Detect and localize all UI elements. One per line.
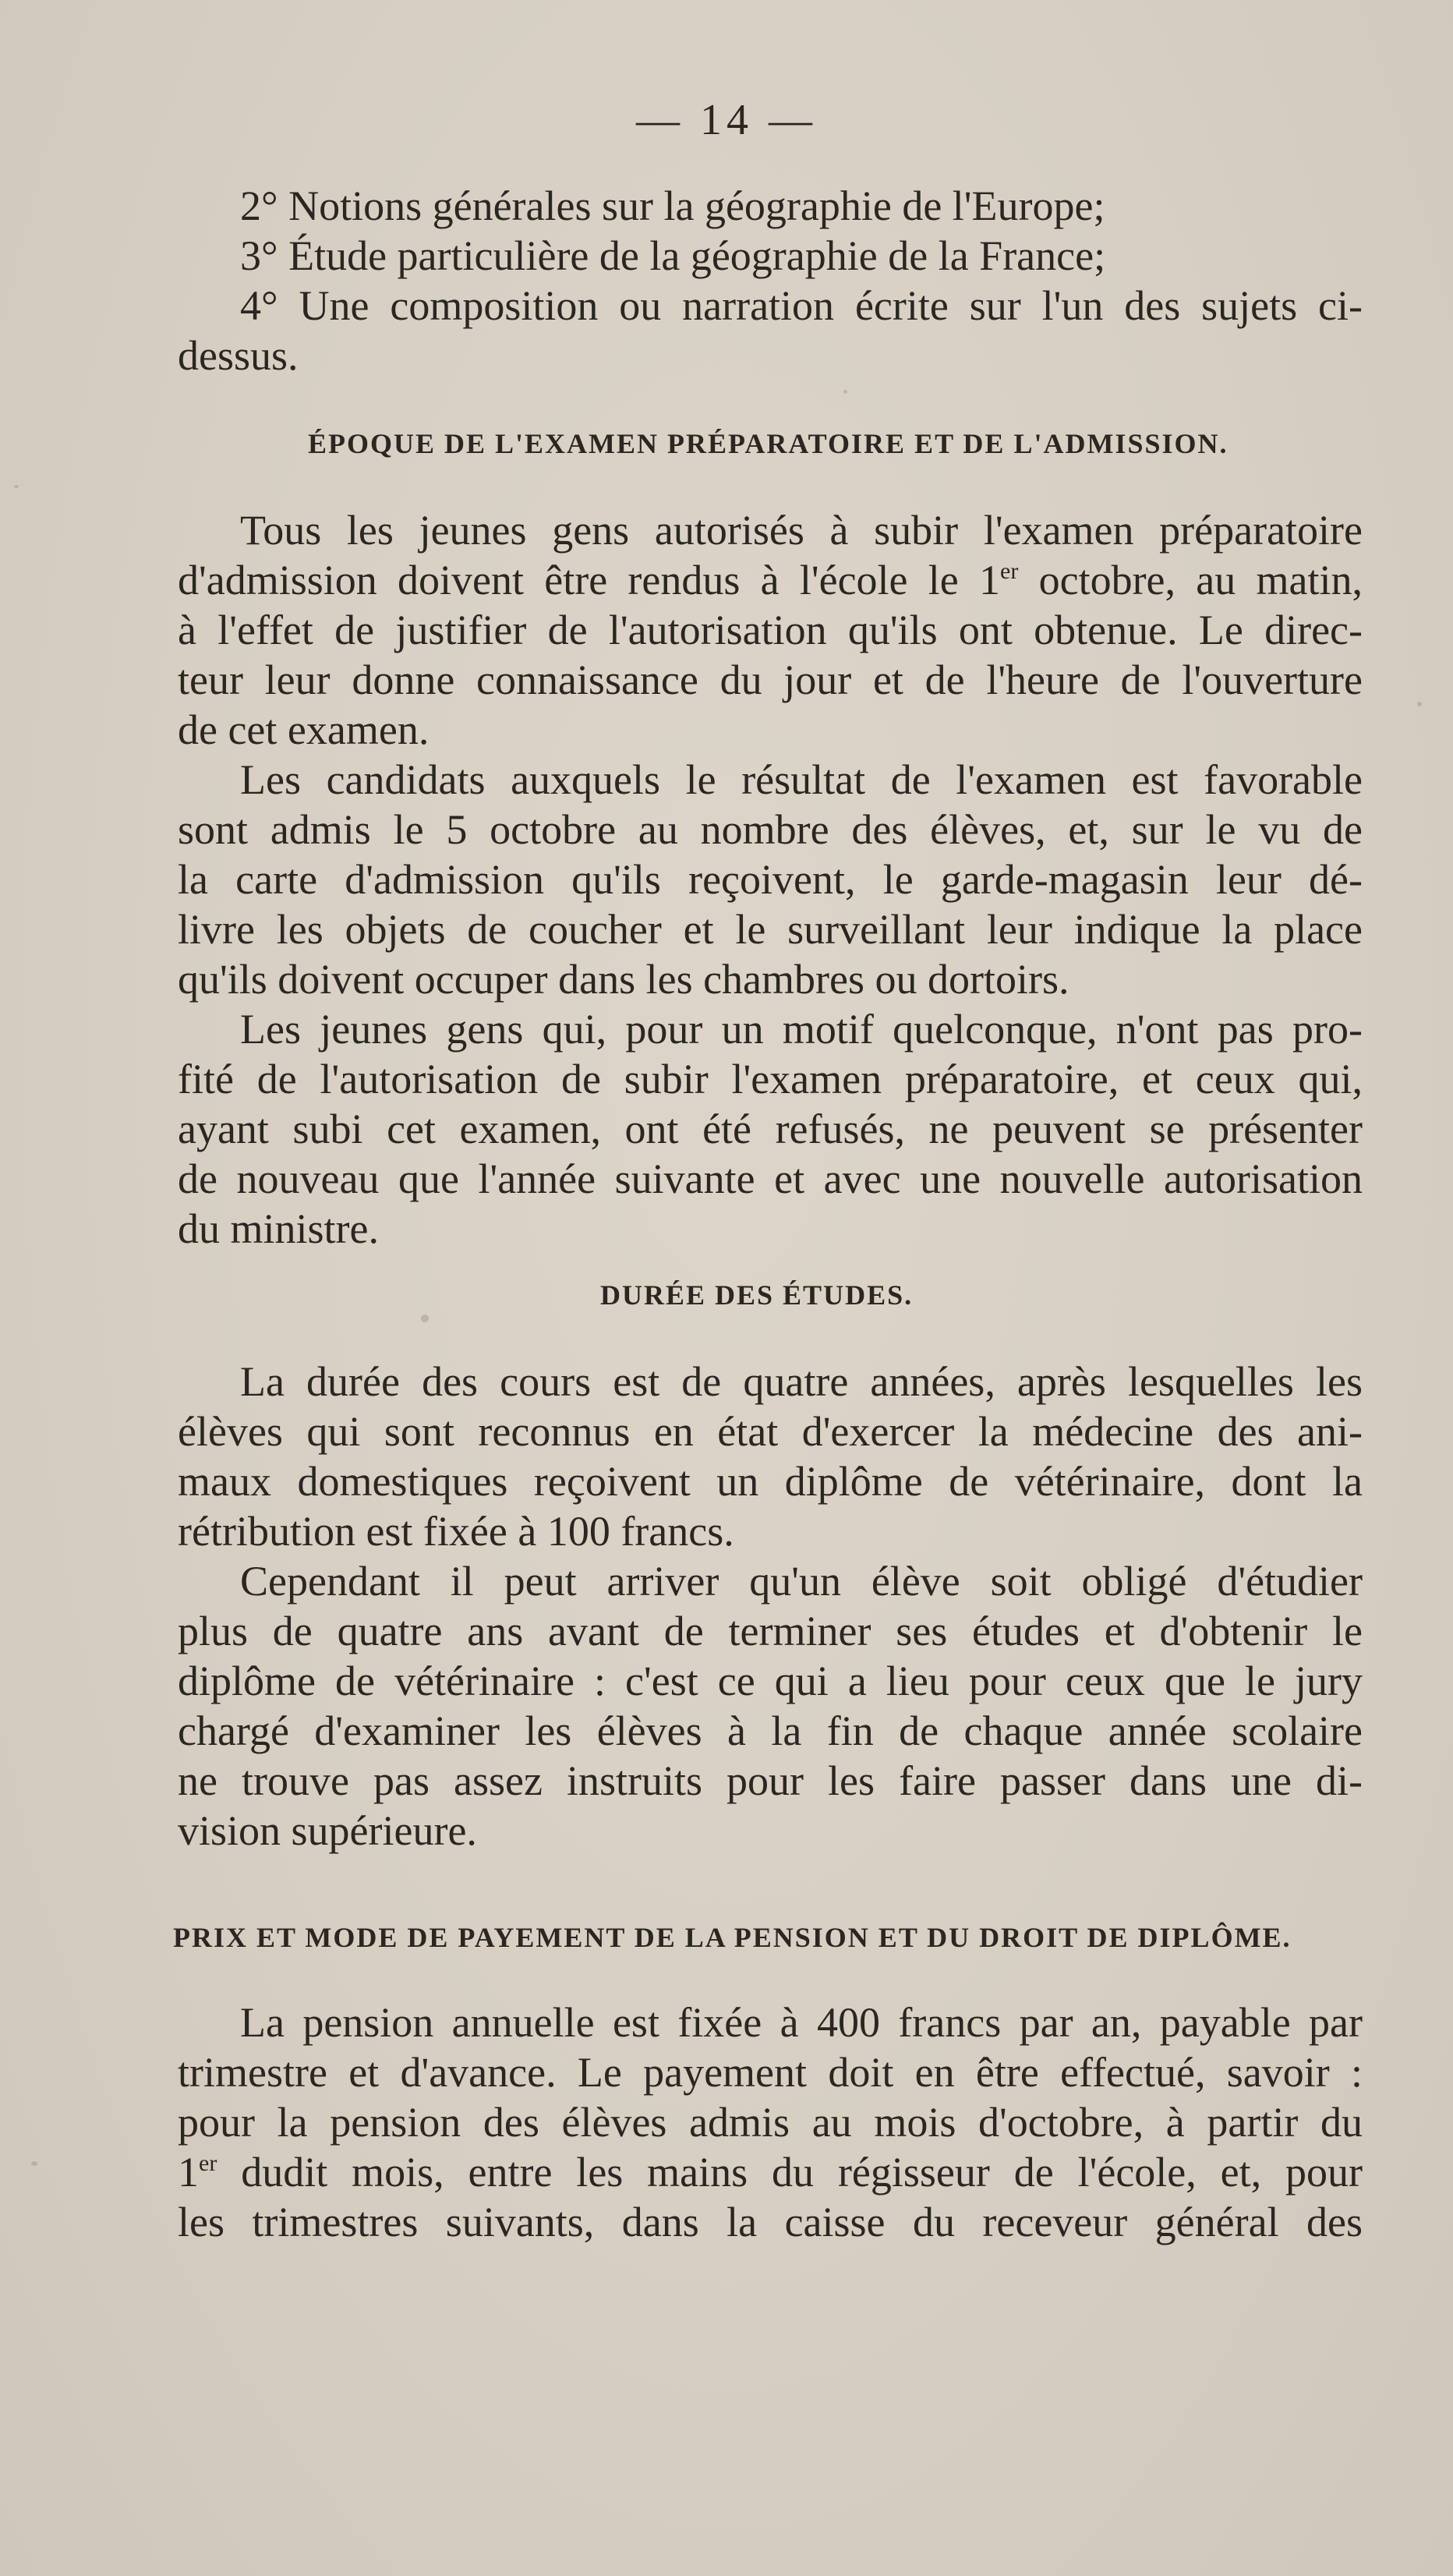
paper-speck [1417,702,1422,706]
paragraph-line: chargé d'examiner les élèves à la fin de chaque année scolaire [178,1707,1363,1754]
list-item: 4° Une composition ou narration écrite sur l'un des sujets ci- [240,282,1363,329]
paragraph-line: teur leur donne connaissance du jour et de l'heure de l'ouverture [178,656,1363,703]
section-heading-duration: DURÉE DES ÉTUDES. [600,1279,914,1311]
paragraph-line: élèves qui sont reconnus en état d'exercer la médecine des ani- [178,1408,1363,1455]
paragraph-line: vision supérieure. [178,1807,477,1854]
paper-speck [14,485,19,488]
paragraph-line: qu'ils doivent occuper dans les chambres ou dortoirs. [178,956,1069,1003]
paragraph-line: maux domestiques reçoivent un diplôme de vétérinaire, dont la [178,1458,1363,1505]
paragraph-line: du ministre. [178,1205,379,1252]
paragraph-line: à l'effet de justifier de l'autorisation qu'ils ont obtenue. Le direc- [178,607,1363,653]
paragraph-line: d'admission doivent être rendus à l'école le 1er octobre, au matin, [178,557,1363,603]
paragraph-line: La pension annuelle est fixée à 400 francs par an, payable par [240,1999,1363,2046]
paragraph-line: La durée des cours est de quatre années, après lesquelles les [240,1358,1363,1405]
list-item: 3° Étude particulière de la géographie de la France; [240,232,1106,279]
list-item: dessus. [178,332,299,379]
paragraph-line: Les candidats auxquels le résultat de l'examen est favorable [240,756,1363,803]
paper-speck [31,2161,37,2166]
list-item: 2° Notions générales sur la géographie de l'Europe; [240,182,1105,229]
section-heading-admission: ÉPOQUE DE L'EXAMEN PRÉPARATOIRE ET DE L'ADMISSION. [308,428,1229,459]
paragraph-line: trimestre et d'avance. Le payement doit en être effectué, savoir : [178,2049,1363,2096]
paragraph-line: sont admis le 5 octobre au nombre des élèves, et, sur le vu de [178,806,1363,853]
paragraph-line: de nouveau que l'année suivante et avec une nouvelle autorisation [178,1155,1363,1202]
paragraph-line: pour la pension des élèves admis au mois d'octobre, à partir du [178,2099,1363,2146]
paragraph-line: 1er dudit mois, entre les mains du régisseur de l'école, et, pour [178,2149,1363,2196]
paragraph-line: Cependant il peut arriver qu'un élève soit obligé d'étudier [240,1558,1363,1605]
section-heading-payment: PRIX ET MODE DE PAYEMENT DE LA PENSION ET DU DROIT DE DIPLÔME. [173,1922,1292,1953]
page-number: — 14 — [636,96,817,144]
paragraph-line: rétribution est fixée à 100 francs. [178,1508,734,1555]
paragraph-line: plus de quatre ans avant de terminer ses études et d'obtenir le [178,1608,1363,1654]
paragraph-line: Les jeunes gens qui, pour un motif quelconque, n'ont pas pro- [240,1006,1363,1053]
paragraph-line: Tous les jeunes gens autorisés à subir l'examen préparatoire [240,507,1363,554]
paragraph-line: ayant subi cet examen, ont été refusés, ne peuvent se présenter [178,1106,1363,1152]
paragraph-line: la carte d'admission qu'ils reçoivent, le garde-magasin leur dé- [178,856,1363,903]
paragraph-line: ne trouve pas assez instruits pour les faire passer dans une di- [178,1757,1363,1804]
paper-speck [843,390,847,394]
paragraph-line: les trimestres suivants, dans la caisse du receveur général des [178,2199,1363,2245]
paragraph-line: livre les objets de coucher et le surveillant leur indique la place [178,906,1363,953]
paragraph-line: diplôme de vétérinaire : c'est ce qui a lieu pour ceux que le jury [178,1658,1363,1704]
paragraph-line: fité de l'autorisation de subir l'examen préparatoire, et ceux qui, [178,1056,1363,1102]
paper-speck [421,1315,429,1322]
paragraph-line: de cet examen. [178,706,430,753]
